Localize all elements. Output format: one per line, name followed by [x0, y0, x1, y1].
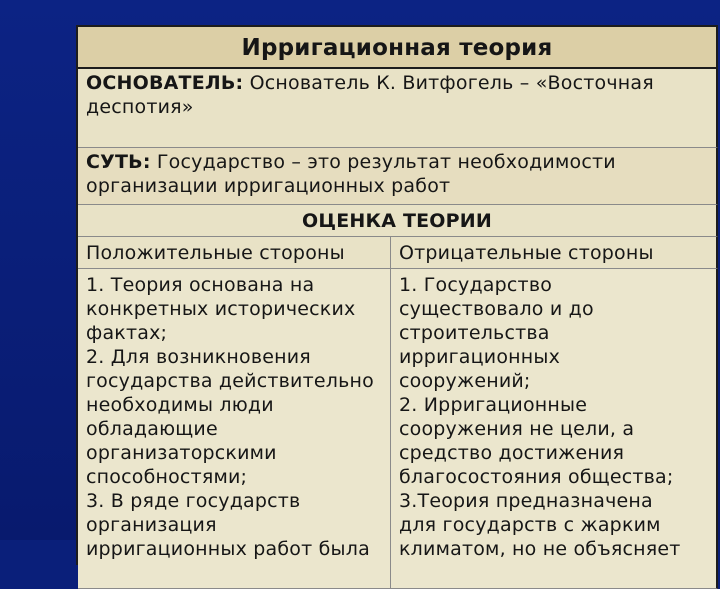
negative-header: Отрицательные стороны	[399, 242, 654, 264]
table-title: Ирригационная теория	[78, 27, 718, 69]
founder-label: ОСНОВАТЕЛЬ:	[86, 72, 244, 94]
columns-header-row	[78, 237, 718, 269]
essence-label: СУТЬ:	[86, 151, 151, 173]
negative-points: 1. Государство существовало и до строительства ирригационных сооружений; 2. Ирригационные сооружения не цели, а средство достижения благосостояния общества; 3.Теория предназначена для государств с жарким климатом, но не объясняет	[399, 274, 681, 560]
essence-row	[78, 148, 718, 205]
essence-text: Государство – это результат необходимости организации ирригационных работ	[86, 151, 616, 197]
columns-body-row	[78, 269, 718, 589]
theory-table	[76, 25, 718, 565]
positive-header: Положительные стороны	[78, 237, 391, 268]
founder-text: Основатель К. Витфогель – «Восточная деспотия»	[86, 72, 654, 118]
founder-row	[78, 69, 718, 148]
evaluation-heading: ОЦЕНКА ТЕОРИИ	[78, 205, 718, 237]
positive-points: 1. Теория основана на конкретных исторических фактах; 2. Для возникновения государства действительно необходимы люди обладающие организаторскими способностями; 3. В ряде государств организация ирригационных работ была	[78, 269, 391, 588]
